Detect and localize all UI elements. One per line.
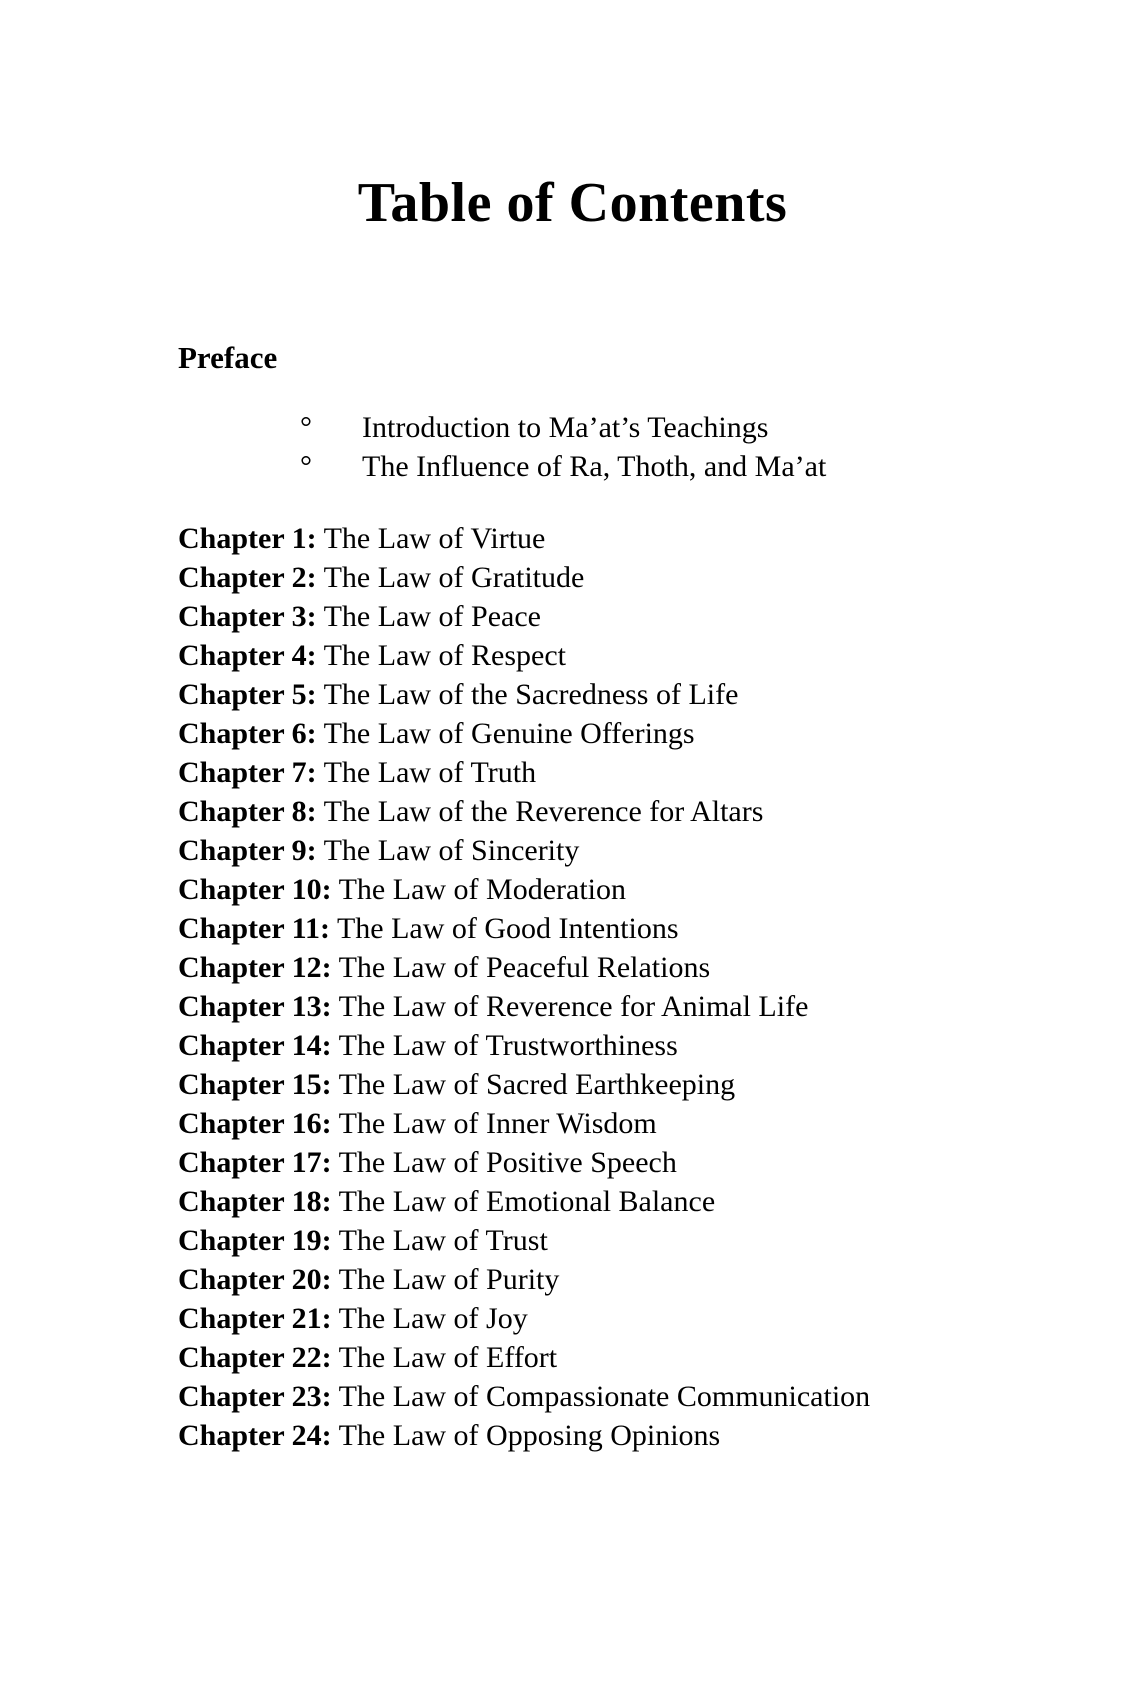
chapter-title: The Law of Sincerity [323,834,580,867]
chapter-label: Chapter 2: [178,561,317,594]
chapter-line [178,1299,1035,1338]
chapter-line [178,948,1035,987]
preface-bullet-text: The Influence of Ra, Thoth, and Ma’at [362,450,827,483]
chapter-line [178,1260,1035,1299]
chapter-line [178,1338,1035,1377]
chapter-title: The Law of Opposing Opinions [338,1419,721,1452]
chapter-line [178,1104,1035,1143]
chapter-label: Chapter 7: [178,756,317,789]
chapter-label: Chapter 23: [178,1380,332,1413]
circle-bullet-icon: ° [300,450,312,483]
chapter-title: The Law of Respect [323,639,567,672]
circle-bullet-icon: ° [300,411,312,444]
chapter-line [178,1377,1035,1416]
chapter-label: Chapter 3: [178,600,317,633]
chapter-label: Chapter 15: [178,1068,332,1101]
chapter-label: Chapter 1: [178,522,317,555]
chapter-label: Chapter 18: [178,1185,332,1218]
chapter-line [178,831,1035,870]
chapter-title: The Law of Positive Speech [338,1146,677,1179]
preface-bullet-text: Introduction to Ma’at’s Teachings [362,411,769,444]
chapter-line [178,1182,1035,1221]
chapter-label: Chapter 24: [178,1419,332,1452]
chapter-title: The Law of the Reverence for Altars [323,795,764,828]
chapter-line [178,909,1035,948]
chapter-label: Chapter 9: [178,834,317,867]
chapter-label: Chapter 8: [178,795,317,828]
chapter-title: The Law of Effort [338,1341,558,1374]
chapter-line [178,753,1035,792]
chapter-label: Chapter 20: [178,1263,332,1296]
chapter-title: The Law of Trust [338,1224,548,1257]
chapter-line [178,1143,1035,1182]
chapter-line [178,1026,1035,1065]
chapter-title: The Law of Peace [323,600,541,633]
chapter-title: The Law of Virtue [323,522,546,555]
chapter-line [178,792,1035,831]
chapter-label: Chapter 6: [178,717,317,750]
chapter-line [178,714,1035,753]
chapter-label: Chapter 5: [178,678,317,711]
preface-heading: Preface [178,340,278,375]
chapter-title: The Law of Purity [338,1263,560,1296]
chapter-title: The Law of Genuine Offerings [323,717,695,750]
chapter-title: The Law of Compassionate Communication [338,1380,871,1413]
chapter-label: Chapter 16: [178,1107,332,1140]
chapter-label: Chapter 21: [178,1302,332,1335]
chapter-title: The Law of the Sacredness of Life [323,678,739,711]
chapter-title: The Law of Truth [323,756,537,789]
chapter-title: The Law of Reverence for Animal Life [338,990,809,1023]
chapter-title: The Law of Moderation [338,873,627,906]
chapter-line [178,987,1035,1026]
preface-bullet-item [178,408,1035,447]
chapter-title: The Law of Trustworthiness [338,1029,678,1062]
chapter-line [178,1416,1035,1455]
chapter-label: Chapter 10: [178,873,332,906]
chapter-label: Chapter 11: [178,912,330,945]
chapter-title: The Law of Good Intentions [336,912,679,945]
chapter-title: The Law of Peaceful Relations [338,951,711,984]
chapter-line [178,597,1035,636]
chapter-line [178,558,1035,597]
chapter-label: Chapter 17: [178,1146,332,1179]
chapter-title: The Law of Joy [338,1302,528,1335]
chapter-label: Chapter 19: [178,1224,332,1257]
chapter-title: The Law of Inner Wisdom [338,1107,657,1140]
chapter-title: The Law of Emotional Balance [338,1185,716,1218]
chapter-line [178,519,1035,558]
chapter-title: The Law of Sacred Earthkeeping [338,1068,736,1101]
chapter-label: Chapter 12: [178,951,332,984]
chapter-line [178,870,1035,909]
chapter-label: Chapter 14: [178,1029,332,1062]
preface-bullet-item [178,447,1035,486]
toc-content [0,338,1145,1455]
chapter-label: Chapter 13: [178,990,332,1023]
chapter-title: The Law of Gratitude [323,561,585,594]
chapter-line [178,636,1035,675]
chapter-list [178,519,1035,1455]
page-title: Table of Contents [357,172,788,234]
preface-bullet-list [178,408,1035,486]
chapter-line [178,1221,1035,1260]
chapter-line [178,1065,1035,1104]
chapter-label: Chapter 22: [178,1341,332,1374]
chapter-line [178,675,1035,714]
chapter-label: Chapter 4: [178,639,317,672]
